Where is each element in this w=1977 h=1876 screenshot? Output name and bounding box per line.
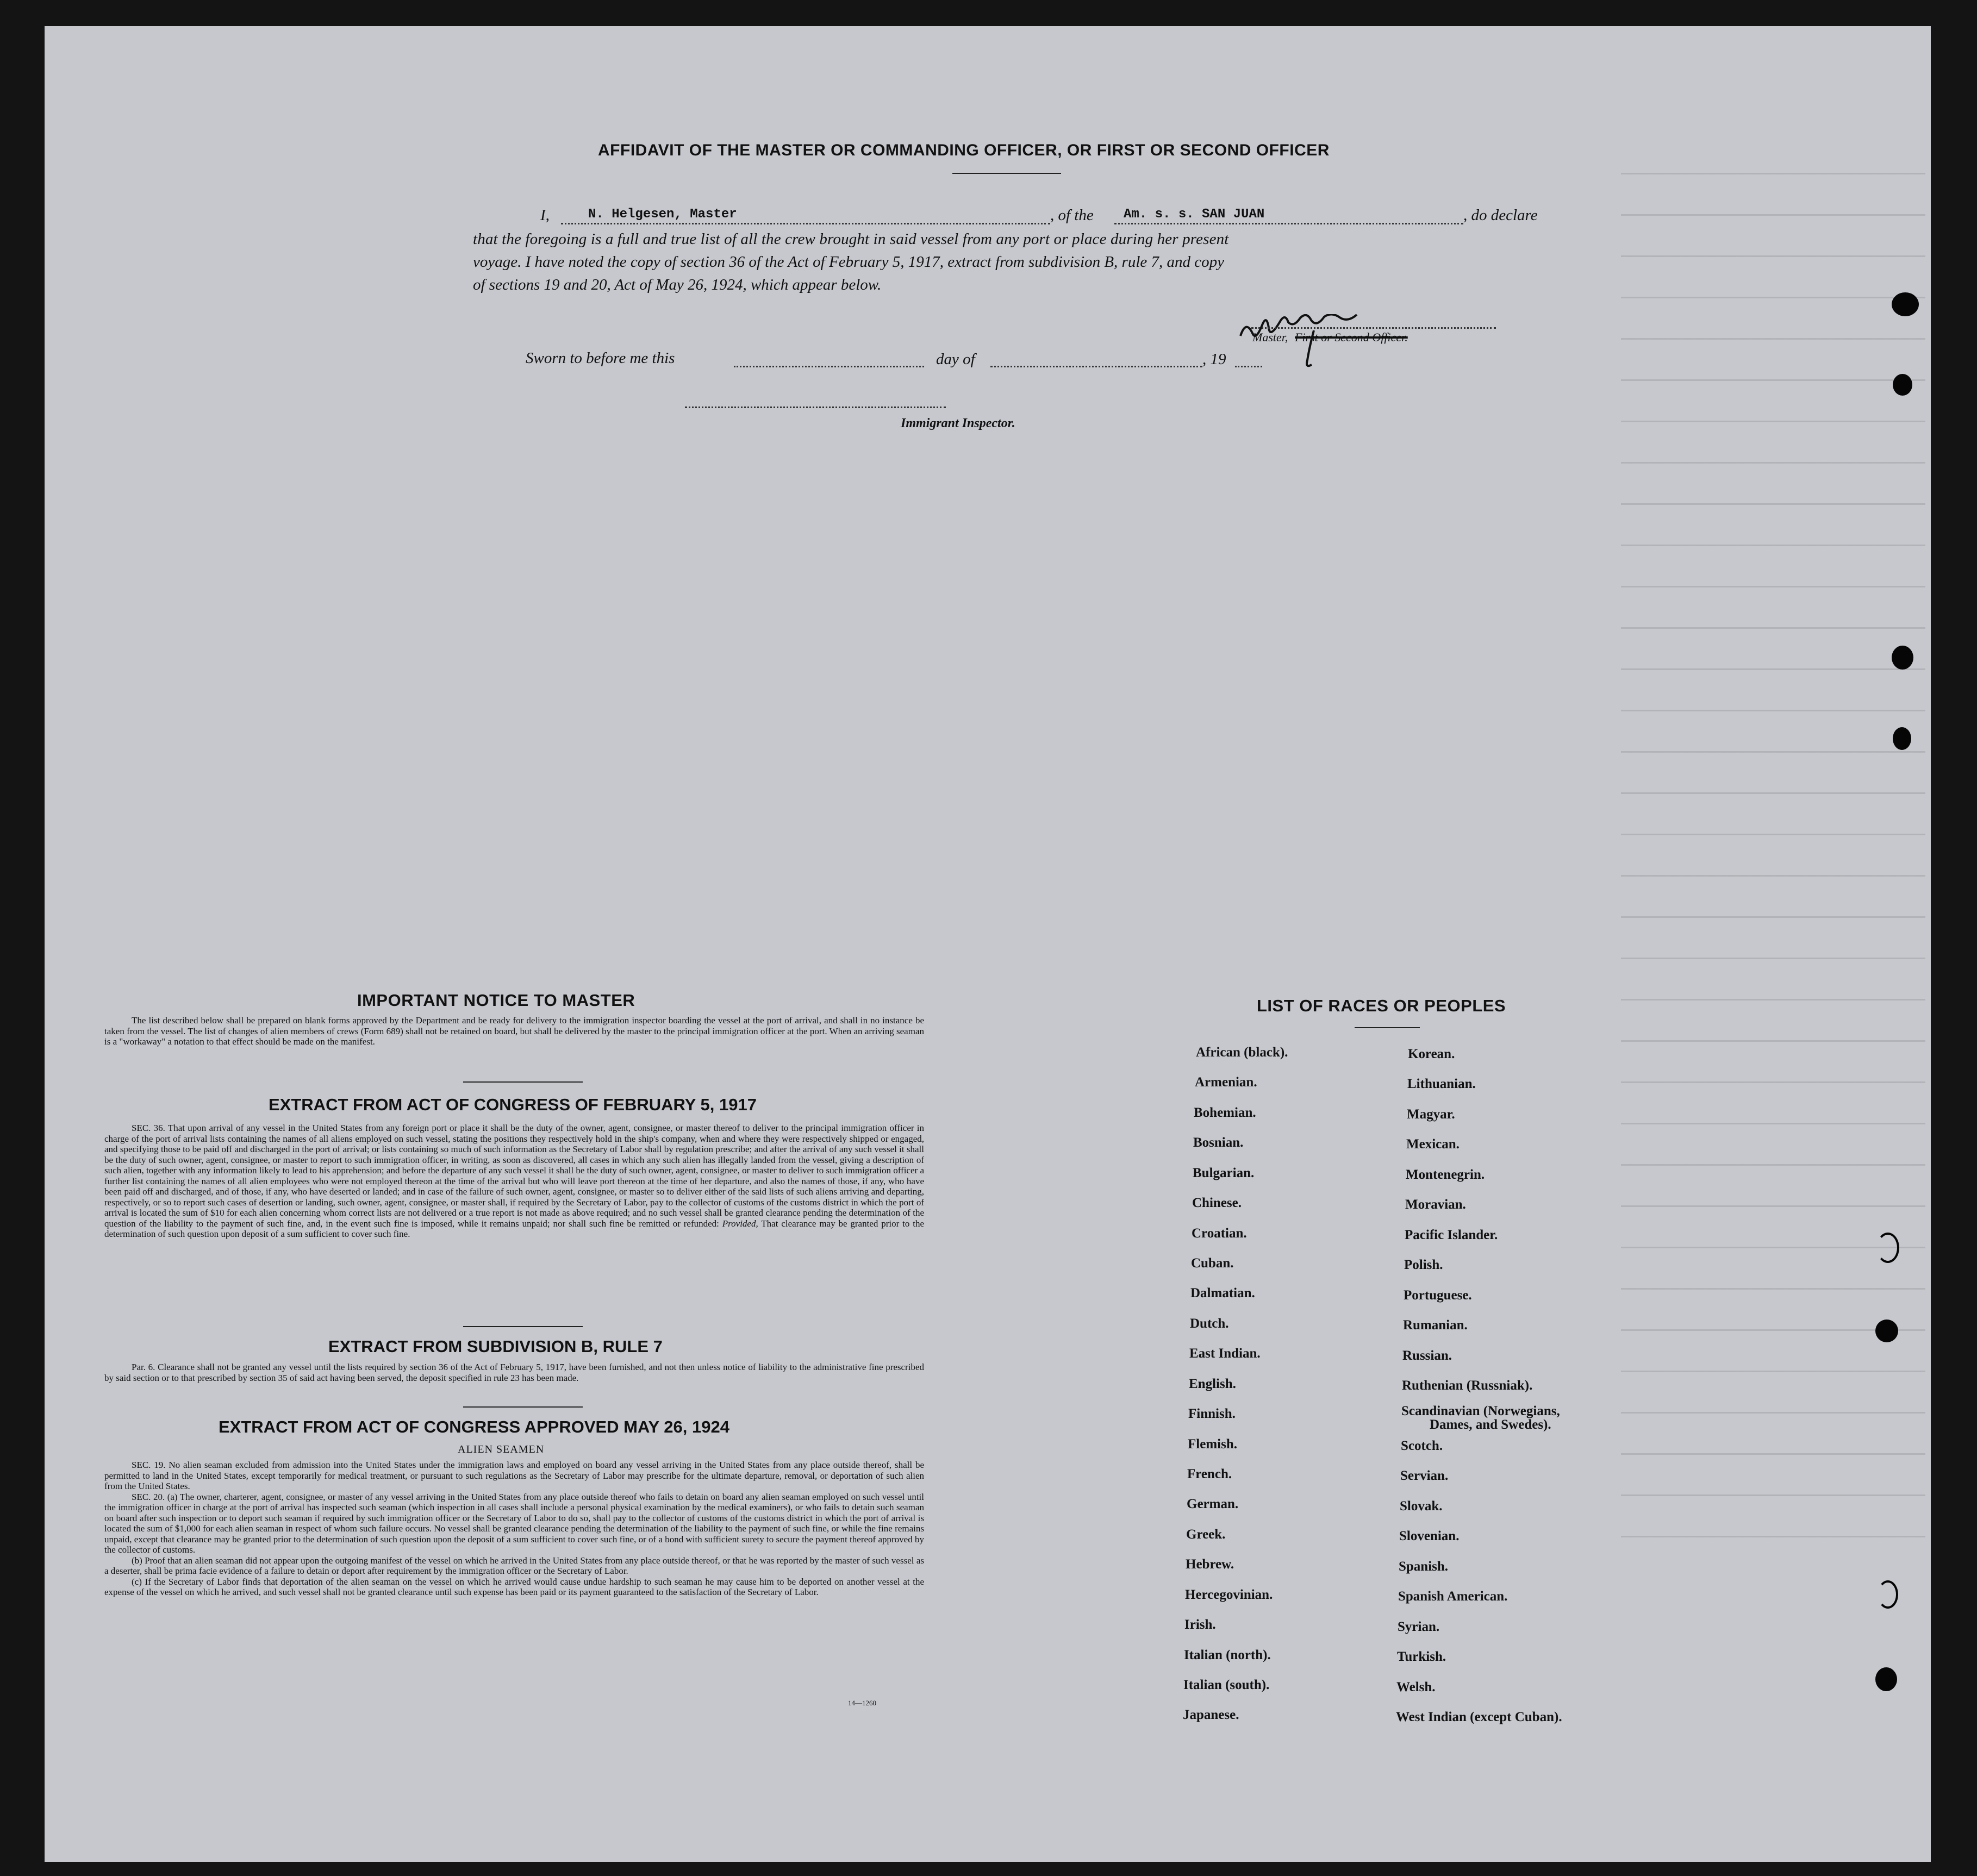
vessel-name-line [1114, 223, 1463, 224]
affidavit-heading: AFFIDAVIT OF THE MASTER OR COMMANDING OFFICER, OR FIRST OR SECOND OFFICER [598, 141, 1330, 159]
signature-caption: Master, [1252, 330, 1288, 344]
race-item: Slovenian. [1399, 1529, 1460, 1543]
race-item: Welsh. [1396, 1680, 1436, 1694]
race-item: Servian. [1400, 1468, 1449, 1483]
race-item: Croatian. [1192, 1226, 1247, 1241]
race-item: French. [1187, 1467, 1232, 1481]
race-item: Spanish. [1399, 1559, 1449, 1574]
races-heading: LIST OF RACES OR PEOPLES [1257, 996, 1506, 1015]
race-item: Greek. [1186, 1527, 1226, 1542]
race-item: West Indian (except Cuban). [1396, 1710, 1562, 1724]
race-item: Finnish. [1188, 1406, 1236, 1421]
punch-hole [1875, 1320, 1898, 1342]
race-item: German. [1187, 1497, 1239, 1511]
sec20a-text: SEC. 20. (a) The owner, charterer, agent, consignee, or master of any vessel arriving in the United States from any place outside thereof who fails to detain on board any alien seaman employed on such vessel until the immigration officer in charge at the port of arrival has inspected such seaman (which inspection in all cases shall include a personal physical examination by the medical examiners), or who fails to detain such seaman on board after such inspection or to deport such seaman if required by such immigration officer or the Secretary of Labor to do so, shall pay to the collector of customs of the customs district in which the port of arrival is located the sum of $1,000 for each alien seaman in respect of whom such failure occurs. No vessel shall be granted clearance pending the determination of the liability to the payment of such fine, or while the fine remains unpaid, except that clearance may be granted prior to the determination of such question upon the deposit of a sum sufficient to cover such fine, or of a bond with sufficient surety to secure the payment thereof approved by the collector of customs. [104, 1491, 924, 1555]
race-item: Japanese. [1183, 1708, 1239, 1722]
race-item: Flemish. [1188, 1437, 1237, 1452]
race-item: Italian (north). [1184, 1648, 1271, 1662]
affidavit-i: I, [540, 207, 550, 224]
affidavit-line-3: voyage. I have noted the copy of section 36 of the Act of February 5, 1917, extract from subdivision B, rule 7, and copy [473, 253, 1225, 271]
race-item: East Indian. [1189, 1346, 1261, 1361]
manifest-page [45, 26, 1931, 1862]
punch-hole [1892, 646, 1913, 670]
notice-body: The list described below shall be prepared on blank forms approved by the Department and be ready for delivery to the immigration inspector boarding the vessel at the port of arrival, and shall in no instance be taken from the vessel. The list of changes of alien members of crews (Form 689) shall not be retained on board, but shall be delivered by the master to the principal immigration officer at the port. When an arriving seaman is a "workaway" a notation to that effect should be made on the manifest. [104, 1015, 924, 1047]
inspector-label: Immigrant Inspector. [901, 416, 1015, 430]
race-item: Italian (south). [1183, 1678, 1270, 1692]
race-item: Ruthenian (Russniak). [1402, 1378, 1533, 1393]
race-item: English. [1189, 1377, 1236, 1391]
race-item: Dalmatian. [1190, 1286, 1255, 1300]
sworn-month-line [990, 366, 1202, 367]
race-item: Mexican. [1406, 1137, 1460, 1152]
race-item: Russian. [1402, 1348, 1452, 1363]
race-item: Lithuanian. [1407, 1077, 1476, 1091]
race-item: Korean. [1408, 1047, 1455, 1061]
vessel-name-field: Am. s. s. SAN JUAN [1124, 207, 1265, 222]
sec20c-text: (c) If the Secretary of Labor finds that deportation of the alien seaman on the vessel on which he arrived would cause undue hardship to such seaman he may cause him to be deported on another vessel at the expense of the vessel on which he arrived, and such vessel shall not be granted clearance until such expense has been paid or its payment guaranteed to the satisfaction of the Secretary of Labor. [104, 1576, 924, 1597]
affidavit-heading-rule [952, 173, 1061, 174]
race-item: Dutch. [1190, 1316, 1229, 1331]
sec36-body-a: SEC. 36. That upon arrival of any vessel in the United States from any foreign port or place it shall be the duty of the owner, agent, consignee, or master thereof to deliver to the principal immigration officer in charge of the port of arrival lists containing the names of all aliens employed on such vessel, stating the positions they respectively hold in the ship's company, when and where they were respectively shipped or engaged, and specifying those to be paid off and discharged in the port of arrival; or lists containing so much of such information as the Secretary of Labor shall by regulation prescribe; and after the arrival of any such vessel it shall be the duty of such owner, agent, consignee, or master to report to such immigration officer, in writing, as soon as discovered, all cases in which any such alien has illegally landed from the vessel, giving a description of such alien, together with any information likely to lead to his apprehension; and before the departure of any such vessel it shall be the duty of such owner, agent, consignee, or master to deliver to such immigration officer a further list containing the names of all alien employees who were not employed thereon at the time of the arrival but who will leave port thereon at the time of her departure, and also the names of those, if any, who have been paid off and discharged, and of those, if any, who have deserted or landed; and in case of the failure of such owner, agent, consignee, or master so to deliver either of the said lists of such aliens arriving and departing, respectively, or so to report such cases of desertion or landing, such owner, agent, consignee, or master shall, if required by the Secretary of Labor, pay to the collector of customs of the customs district in which the port of arrival is located the sum of $10 for each alien concerning whom correct lists are not delivered or a true report is not made as above required; and no such vessel shall be granted clearance pending the determination of the question of the liability to the payment of such fine, and, in the event such fine is imposed, while it remains unpaid; nor shall such fine be remitted or refunded: [104, 1123, 924, 1229]
race-item: Cuban. [1191, 1256, 1234, 1271]
sec36-body-b: That clearance may be granted prior to the determination of such question upon deposit of a sum sufficient to cover such fine. [104, 1218, 924, 1239]
sworn-year-line [1235, 366, 1262, 367]
race-item: Dames, and Swedes). [1430, 1417, 1551, 1432]
race-item: Hebrew. [1186, 1557, 1234, 1572]
race-item: Pacific Islander. [1405, 1228, 1498, 1242]
punch-hole [1876, 1233, 1899, 1263]
inspector-signature-line [685, 407, 946, 408]
race-item: Turkish. [1397, 1649, 1446, 1664]
race-item: African (black). [1196, 1045, 1288, 1060]
sworn-day-line [734, 366, 924, 367]
race-item: Irish. [1184, 1617, 1216, 1632]
extract-1917-rule [463, 1326, 583, 1327]
punch-hole [1875, 1667, 1897, 1691]
sec36-provided: Provided, [722, 1218, 758, 1229]
extract-1924-heading: EXTRACT FROM ACT OF CONGRESS APPROVED MAY 26, 1924 [219, 1417, 729, 1436]
sworn-year: , 19 [1202, 351, 1226, 368]
race-item: Hercegovinian. [1185, 1587, 1273, 1602]
punch-hole [1893, 727, 1911, 750]
sworn-text: Sworn to before me this [526, 349, 675, 367]
alien-seamen-subheading: ALIEN SEAMEN [458, 1443, 545, 1455]
sec19-text: SEC. 19. No alien seaman excluded from admission into the United States under the immigration laws and employed on board any vessel arriving in the United States from any place outside thereof, shall be permitted to land in the United States, except temporarily for medical treatment, or pursuant to such regulations as the Secretary of Labor may prescribe for the ultimate departure, removal, or deportation of such alien from the United States. [104, 1460, 924, 1491]
punch-hole [1893, 374, 1912, 396]
officer-name-line [561, 223, 1050, 224]
race-item: Armenian. [1195, 1075, 1257, 1090]
affidavit-do-declare: , do declare [1463, 207, 1538, 224]
extract-1917-heading: EXTRACT FROM ACT OF CONGRESS OF FEBRUARY 5, 1917 [269, 1095, 757, 1114]
form-number: 14—1260 [848, 1699, 876, 1707]
race-item: Moravian. [1405, 1197, 1466, 1212]
race-item: Chinese. [1192, 1196, 1242, 1210]
notice-rule [463, 1081, 583, 1083]
signature-line [1251, 327, 1496, 329]
affidavit-line-2: that the foregoing is a full and true list of all the crew brought in said vessel from any port or place during her present [473, 230, 1229, 248]
rule7-heading: EXTRACT FROM SUBDIVISION B, RULE 7 [328, 1337, 663, 1356]
sec20b-text: (b) Proof that an alien seaman did not appear upon the outgoing manifest of the vessel on which he arrived in the United States from any place outside thereof, or that he was reported by the master of such vessel as a deserter, shall be prima facie evidence of a failure to detain or deport after requirement by the immigration officer or the Secretary of Labor. [104, 1555, 924, 1576]
race-item: Portuguese. [1404, 1288, 1472, 1303]
affidavit-line-4: of sections 19 and 20, Act of May 26, 1924, which appear below. [473, 276, 882, 293]
rule7-body: Par. 6. Clearance shall not be granted any vessel until the lists required by section 36 of the Act of February 5, 1917, have been furnished, and not then unless notice of liability to the administrative fine prescribed by said section or to that prescribed by section 35 of said act having been served, the deposit specified in rule 23 has been made. [104, 1362, 924, 1383]
extract-1924-body [104, 1460, 924, 1598]
race-item: Montenegrin. [1406, 1167, 1485, 1182]
affidavit-of-the: , of the [1050, 207, 1094, 224]
race-item: Syrian. [1398, 1619, 1440, 1634]
race-item: Bohemian. [1194, 1105, 1256, 1120]
race-item: Slovak. [1400, 1499, 1443, 1514]
race-item: Polish. [1404, 1258, 1443, 1272]
punch-hole [1892, 292, 1919, 316]
extract-1917-body [104, 1123, 924, 1240]
race-item: Scandinavian (Norwegians, [1401, 1404, 1560, 1418]
struck-officer-text: First or Second Officer. [1295, 330, 1408, 344]
sworn-day-of: day of [936, 351, 975, 368]
punch-hole [1878, 1580, 1898, 1609]
rule7-rule [463, 1406, 583, 1408]
race-item: Bosnian. [1193, 1135, 1244, 1150]
race-item: Magyar. [1407, 1107, 1455, 1122]
officer-name-field: N. Helgesen, Master [588, 207, 737, 222]
race-item: Scotch. [1401, 1439, 1443, 1453]
race-item: Bulgarian. [1193, 1166, 1255, 1180]
race-item: Spanish American. [1398, 1589, 1508, 1604]
races-heading-rule [1355, 1027, 1420, 1028]
race-item: Rumanian. [1403, 1318, 1468, 1333]
notice-heading: IMPORTANT NOTICE TO MASTER [357, 991, 635, 1010]
